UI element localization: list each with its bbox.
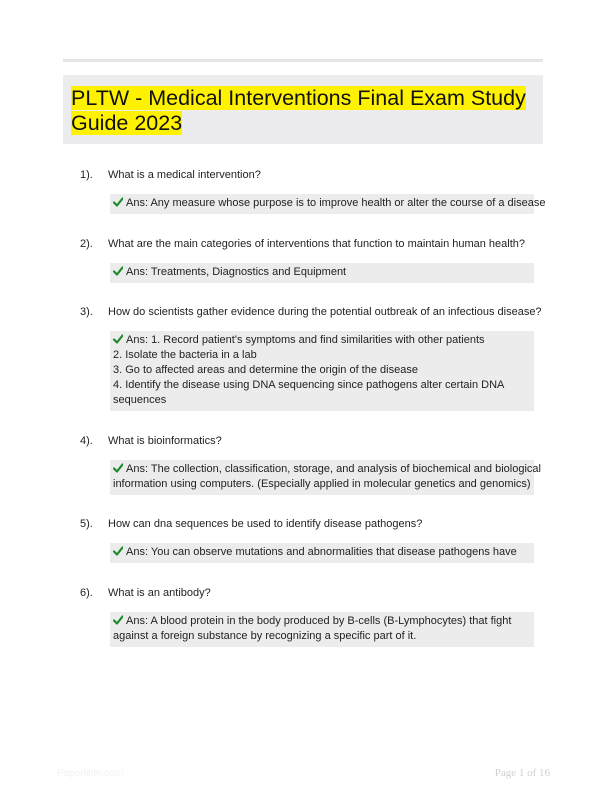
check-icon	[113, 266, 123, 276]
answer-line	[113, 196, 546, 211]
question-text: What is a medical intervention?	[108, 169, 261, 181]
answer-box	[110, 460, 541, 495]
answer-line	[113, 462, 541, 477]
question-text: What are the main categories of interventions that function to maintain human health?	[108, 238, 526, 250]
answer-box	[110, 543, 534, 563]
answer-line: against a foreign substance by recognizing a specific part of it.	[113, 630, 417, 642]
answer-text: Ans: Any measure whose purpose is to improve health or alter the course of a disease	[126, 197, 546, 209]
question-number: 5).	[80, 518, 93, 530]
answer-line	[113, 545, 534, 560]
top-divider	[63, 59, 543, 62]
question-number: 6).	[80, 587, 93, 599]
answer-line: 4. Identify the disease using DNA sequencing since pathogens alter certain DNA	[113, 379, 505, 391]
answer-line	[113, 333, 534, 348]
question-number: 4).	[80, 435, 93, 447]
question-text: How do scientists gather evidence during the potential outbreak of an infectious disease?	[108, 306, 542, 318]
question-text: How can dna sequences be used to identify disease pathogens?	[108, 518, 423, 530]
answer-line: sequences	[113, 394, 167, 406]
question-number: 2).	[80, 238, 93, 250]
answer-line	[113, 614, 534, 629]
answer-text: Ans: A blood protein in the body produced by B-cells (B-Lymphocytes) that fight	[126, 615, 512, 627]
answer-line	[113, 265, 534, 280]
page-number: Page 1 of 16	[494, 767, 550, 779]
document-title	[71, 86, 541, 136]
answer-text: Ans: You can observe mutations and abnormalities that disease pathogens have	[126, 546, 517, 558]
answer-box	[110, 194, 546, 214]
answer-line: 3. Go to affected areas and determine the origin of the disease	[113, 364, 418, 376]
answer-text: Ans: The collection, classification, storage, and analysis of biochemical and biological	[126, 463, 541, 475]
answer-box	[110, 331, 534, 411]
answer-box	[110, 263, 534, 283]
answer-box	[110, 612, 534, 647]
check-icon	[113, 197, 123, 207]
answer-text: Ans: Treatments, Diagnostics and Equipment	[126, 266, 347, 278]
footer-watermark: Paperlibin.com	[57, 768, 124, 779]
question-text: What is bioinformatics?	[108, 435, 222, 447]
check-icon	[113, 334, 123, 344]
check-icon	[113, 615, 123, 625]
check-icon	[113, 463, 123, 473]
answer-line: 2. Isolate the bacteria in a lab	[113, 349, 257, 361]
answer-text: Ans: 1. Record patient's symptoms and find similarities with other patients	[126, 334, 485, 346]
question-number: 1).	[80, 169, 93, 181]
question-number: 3).	[80, 306, 93, 318]
check-icon	[113, 546, 123, 556]
answer-line: information using computers. (Especially applied in molecular genetics and genomics)	[113, 478, 531, 490]
question-text: What is an antibody?	[108, 587, 211, 599]
document-title-text: PLTW - Medical Interventions Final Exam Study Guide 2023	[71, 86, 526, 135]
